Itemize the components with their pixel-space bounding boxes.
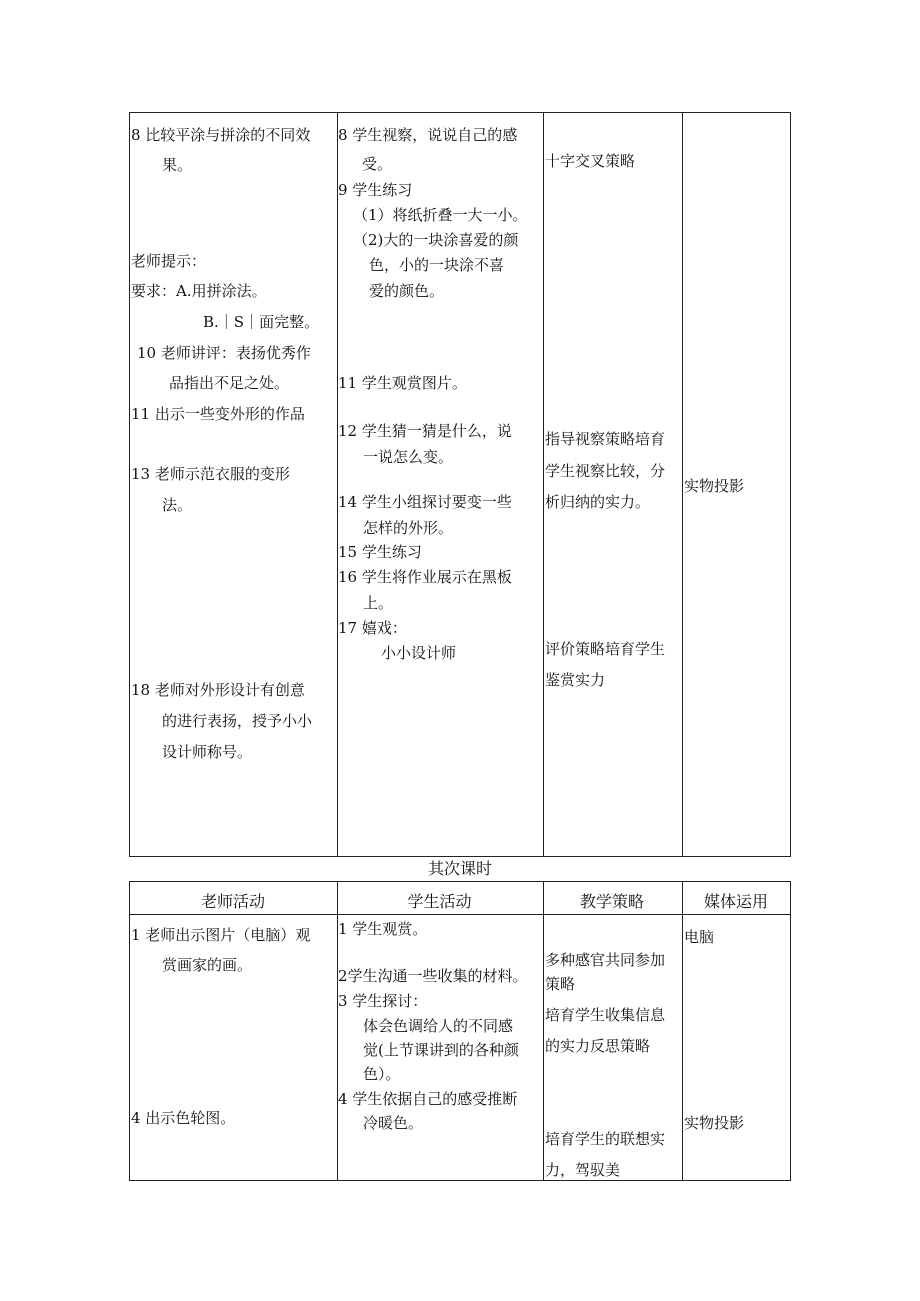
column-divider xyxy=(682,882,683,1180)
teacher-activity-line: 18 老师对外形设计有创意 xyxy=(131,681,305,699)
student-activity-line: 2学生沟通一些收集的材料。 xyxy=(338,967,528,985)
teacher-activity-line: 11 出示一些变外形的作品 xyxy=(131,405,305,423)
strategy-line: 析归纳的实力。 xyxy=(545,493,651,511)
student-activity-line: 3 学生探讨： xyxy=(338,992,428,1010)
student-activity-line: 14 学生小组探讨要变一些 xyxy=(338,493,512,511)
teacher-activity-line: 8 比较平涂与拼涂的不同效 xyxy=(131,126,311,144)
column-divider xyxy=(682,113,683,856)
strategy-line: 的实力反思策略 xyxy=(545,1037,651,1055)
strategy-line: 鉴赏实力 xyxy=(545,671,606,689)
strategy-line: 培育学生收集信息 xyxy=(545,1006,666,1024)
teacher-activity-line: 赏画家的画。 xyxy=(162,956,253,974)
teacher-activity-line: 的进行表扬，授予小小 xyxy=(162,712,313,730)
strategy-line: 十字交叉策略 xyxy=(545,152,636,170)
student-activity-line: （1）将纸折叠一大一小。 xyxy=(353,206,528,224)
strategy-line: 学生视察比较，分 xyxy=(545,462,666,480)
column-divider xyxy=(337,113,338,856)
header-teaching-strategy: 教学策略 xyxy=(579,892,644,911)
strategy-line: 力，驾驭美 xyxy=(545,1161,621,1179)
strategy-line: 培育学生的联想实 xyxy=(545,1130,666,1148)
student-activity-line: 觉(上节课讲到的各种颜 xyxy=(363,1041,519,1059)
student-activity-line: 色）。 xyxy=(363,1065,401,1083)
teacher-activity-line: 1 老师出示图片（电脑）观 xyxy=(131,926,311,944)
teacher-activity-line: 品指出不足之处。 xyxy=(169,374,290,392)
student-activity-line: 受。 xyxy=(362,155,393,173)
student-activity-line: 上。 xyxy=(363,594,394,612)
student-activity-line: 8 学生视察，说说自己的感 xyxy=(338,126,518,144)
student-activity-line: 12 学生猜一猜是什么，说 xyxy=(338,422,512,440)
header-teacher-activity: 老师活动 xyxy=(200,892,265,911)
teacher-activity-line: 要求：A.用拼涂法。 xyxy=(131,282,267,300)
header-divider xyxy=(130,914,790,915)
student-activity-line: 体会色调给人的不同感 xyxy=(363,1017,514,1035)
teacher-activity-line: 10 老师讲评：表扬优秀作 xyxy=(137,344,311,362)
teacher-activity-line: 4 出示色轮图。 xyxy=(131,1109,236,1127)
student-activity-line: （2)大的一块涂喜爱的颜 xyxy=(353,231,519,249)
student-activity-line: 11 学生观赏图片。 xyxy=(338,374,467,392)
teacher-activity-line: 果。 xyxy=(162,156,193,174)
student-activity-line: 17 嬉戏： xyxy=(338,619,407,637)
header-student-activity: 学生活动 xyxy=(407,892,472,911)
teacher-activity-line: 13 老师示范衣服的变形 xyxy=(131,465,290,483)
media-line: 实物投影 xyxy=(684,477,745,495)
student-activity-line: 一说怎么变。 xyxy=(363,448,454,466)
teacher-activity-line: B.｜S｜面完整。 xyxy=(203,313,320,331)
teacher-activity-line: 法。 xyxy=(162,496,193,514)
strategy-line: 策略 xyxy=(545,975,576,993)
student-activity-line: 16 学生将作业展示在黑板 xyxy=(338,568,512,586)
header-media-use: 媒体运用 xyxy=(703,892,768,911)
column-divider xyxy=(543,882,544,1180)
student-activity-line: 爱的颜色。 xyxy=(369,282,445,300)
teacher-activity-line: 老师提示： xyxy=(131,252,207,270)
section-title: 其次课时 xyxy=(427,859,492,878)
student-activity-line: 4 学生依据自己的感受推断 xyxy=(338,1090,518,1108)
student-activity-line: 1 学生观赏。 xyxy=(338,920,428,938)
media-line: 实物投影 xyxy=(684,1114,745,1132)
strategy-line: 多种感官共同参加 xyxy=(545,951,666,969)
teacher-activity-line: 设计师称号。 xyxy=(162,743,253,761)
student-activity-line: 9 学生练习 xyxy=(338,181,413,199)
student-activity-line: 冷暖色。 xyxy=(363,1114,424,1132)
student-activity-line: 色，小的一块涂不喜 xyxy=(369,256,505,274)
strategy-line: 指导视察策略培育 xyxy=(545,430,666,448)
student-activity-line: 小小设计师 xyxy=(381,644,457,662)
student-activity-line: 怎样的外形。 xyxy=(363,519,454,537)
media-line: 电脑 xyxy=(684,928,715,946)
student-activity-line: 15 学生练习 xyxy=(338,543,422,561)
column-divider xyxy=(543,113,544,856)
strategy-line: 评价策略培育学生 xyxy=(545,640,666,658)
